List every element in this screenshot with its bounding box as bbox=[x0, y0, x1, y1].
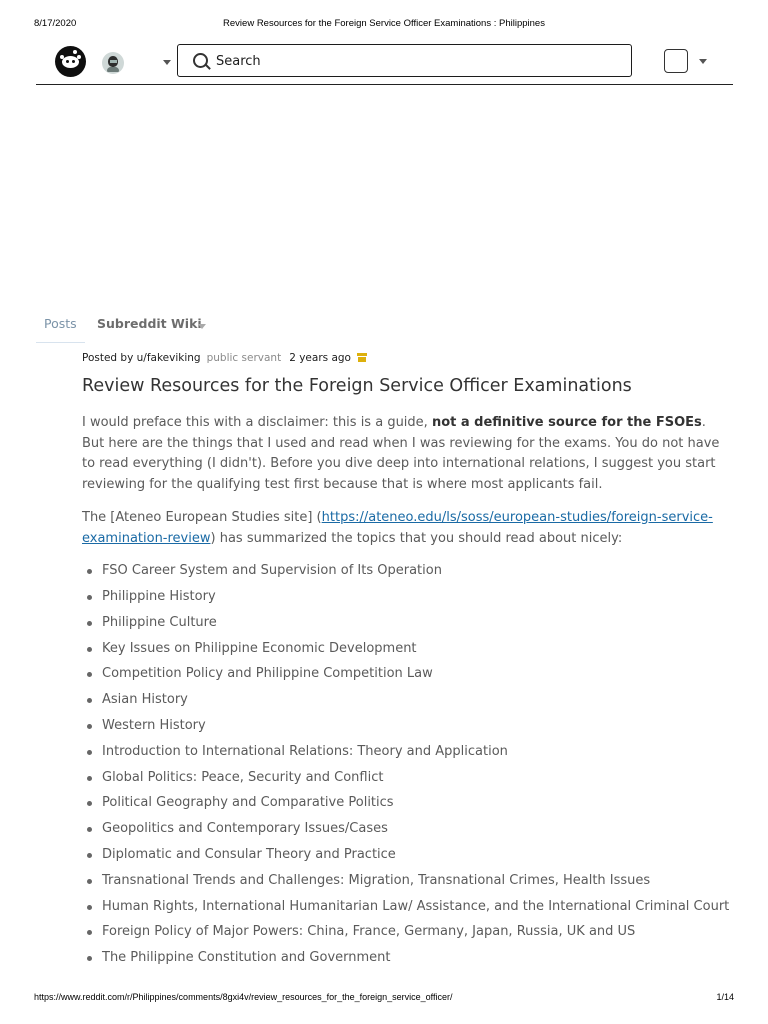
search-bar[interactable] bbox=[177, 44, 632, 77]
list-item: Global Politics: Peace, Security and Conflict bbox=[82, 768, 732, 794]
archive-icon bbox=[357, 353, 367, 362]
user-menu-chevron-icon[interactable] bbox=[699, 59, 707, 64]
list-item: Diplomatic and Consular Theory and Practice bbox=[82, 845, 732, 871]
subreddit-tabs bbox=[36, 313, 436, 343]
list-item: Western History bbox=[82, 716, 732, 742]
search-icon bbox=[193, 53, 208, 68]
print-url: https://www.reddit.com/r/Philippines/comments/8gxi4v/review_resources_for_the_foreign_service_officer/ bbox=[34, 992, 453, 1002]
post-age[interactable]: 2 years ago bbox=[289, 352, 351, 364]
list-item: Asian History bbox=[82, 690, 732, 716]
topics-list bbox=[82, 561, 732, 974]
tab-posts[interactable]: Posts bbox=[44, 316, 77, 343]
search-input[interactable] bbox=[216, 51, 616, 71]
print-document-title: Review Resources for the Foreign Service Officer Examinations : Philippines bbox=[223, 18, 545, 29]
list-item: Geopolitics and Contemporary Issues/Cases bbox=[82, 819, 732, 845]
ateneo-link[interactable]: https://ateneo.edu/ls/soss/european-studies/foreign-service-examination-review bbox=[82, 509, 713, 546]
chevron-down-icon[interactable] bbox=[163, 60, 171, 65]
print-date: 8/17/2020 bbox=[34, 18, 77, 29]
reddit-logo-icon[interactable] bbox=[55, 46, 86, 77]
post-title: Review Resources for the Foreign Service Officer Examinations bbox=[82, 376, 632, 396]
post-meta bbox=[82, 352, 367, 364]
list-item: Key Issues on Philippine Economic Development bbox=[82, 639, 732, 665]
list-item: Foreign Policy of Major Powers: China, France, Germany, Japan, Russia, UK and US bbox=[82, 922, 732, 948]
post-paragraph: The [Ateneo European Studies site] (https://ateneo.edu/ls/soss/european-studies/foreign-service-examination-review) has summarized the topics that you should read about nicely: bbox=[82, 509, 713, 546]
wiki-chevron-down-icon[interactable] bbox=[198, 324, 206, 329]
post-body bbox=[82, 413, 732, 974]
post-paragraph: I would preface this with a disclaimer: this is a guide, not a definitive source for the FSOEs. But here are the things that I used and read when I was reviewing for the exams. You do not have to read everything (I didn't). Before you dive deep into international relations, I suggest you start reviewing for the qualifying test first because that is where most applicants fail. bbox=[82, 415, 720, 493]
list-item: The Philippine Constitution and Government bbox=[82, 948, 732, 974]
post-author[interactable]: Posted by u/fakeviking bbox=[82, 352, 201, 364]
community-avatar-icon[interactable] bbox=[102, 52, 124, 74]
print-header bbox=[34, 18, 734, 32]
list-item: Competition Policy and Philippine Competition Law bbox=[82, 664, 732, 690]
page-number: 1/14 bbox=[716, 992, 734, 1002]
list-item: Philippine Culture bbox=[82, 613, 732, 639]
list-item: Human Rights, International Humanitarian Law/ Assistance, and the International Criminal Court bbox=[82, 897, 732, 923]
list-item: Introduction to International Relations: Theory and Application bbox=[82, 742, 732, 768]
list-item: Philippine History bbox=[82, 587, 732, 613]
tab-subreddit-wiki[interactable]: Subreddit Wiki bbox=[97, 316, 202, 331]
user-box-icon[interactable] bbox=[664, 49, 688, 73]
list-item: Political Geography and Comparative Politics bbox=[82, 793, 732, 819]
user-flair: public servant bbox=[206, 352, 282, 364]
print-footer bbox=[34, 992, 734, 1006]
list-item: FSO Career System and Supervision of Its Operation bbox=[82, 561, 732, 587]
list-item: Transnational Trends and Challenges: Migration, Transnational Crimes, Health Issues bbox=[82, 871, 732, 897]
top-navigation-bar bbox=[36, 40, 733, 85]
bold-disclaimer: not a definitive source for the FSOEs bbox=[431, 415, 702, 430]
